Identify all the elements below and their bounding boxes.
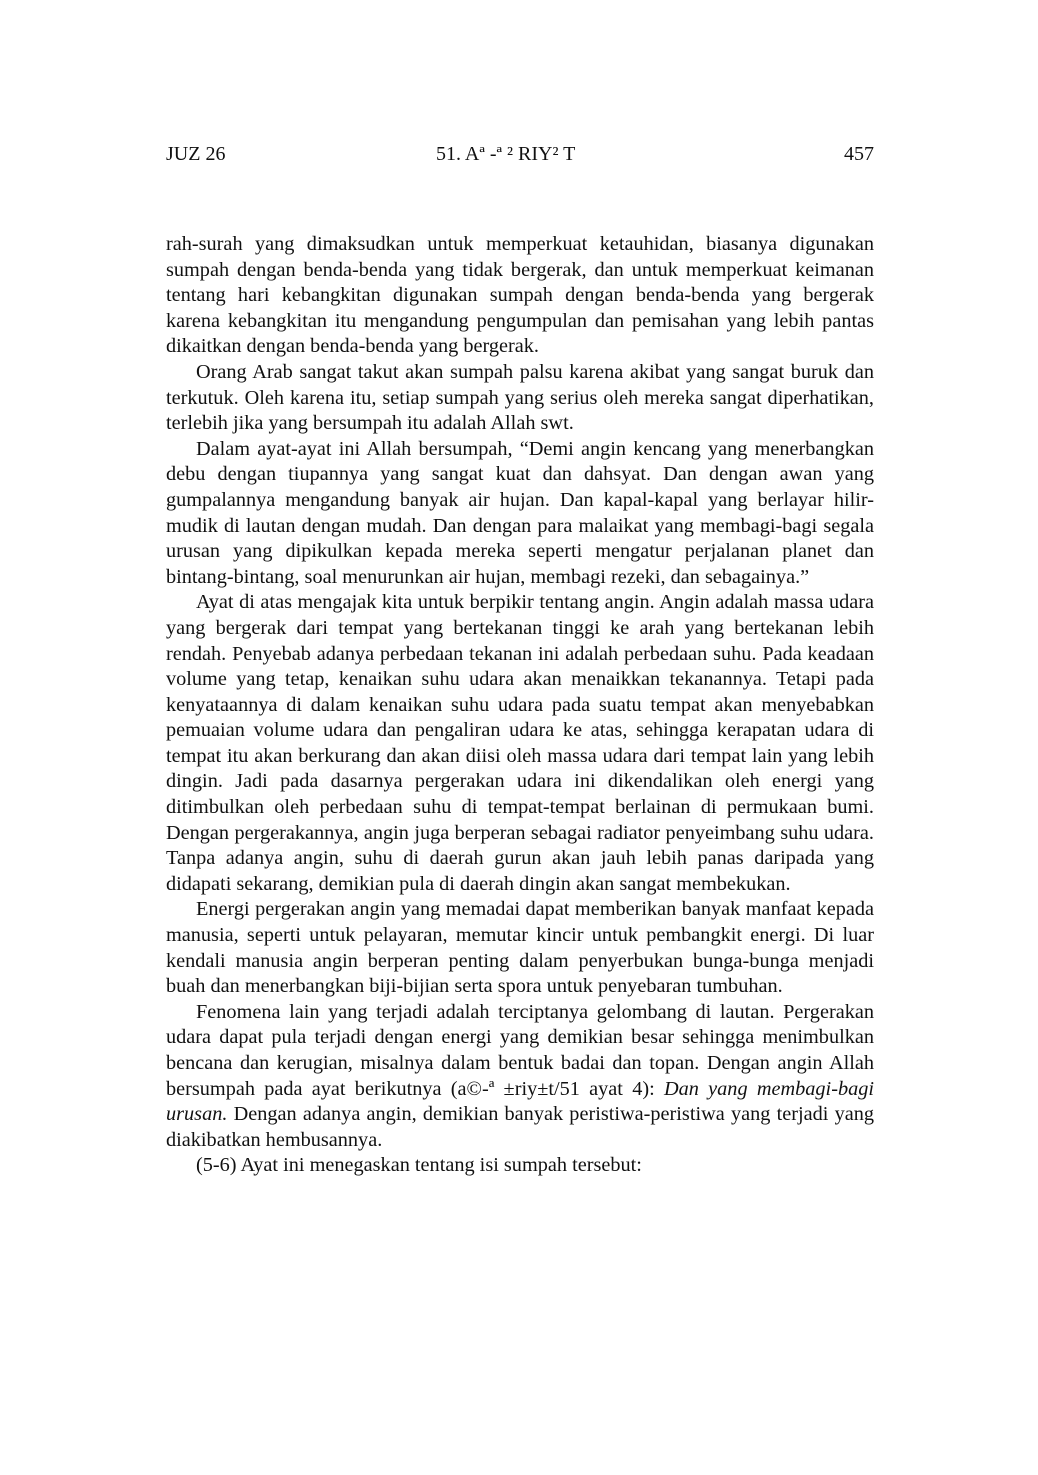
body-text xyxy=(166,232,874,1179)
paragraph-wind-energy: Energi pergerakan angin yang memadai dapat memberikan banyak manfaat kepada manusia, seperti untuk pelayaran, memutar kincir untuk pembangkit energi. Di luar kendali manusia angin berperan penting dalam penyerbukan bunga-bunga menjadi buah dan menerbangkan biji-bijian serta spora untuk penyebaran tumbuhan. xyxy=(166,898,874,998)
juz-label: JUZ 26 xyxy=(166,143,226,165)
surah-title: 51. Aª -ª ² RIY² T xyxy=(436,143,576,165)
paragraph-wind-phenomena xyxy=(166,1000,874,1154)
phenomena-text-after: Dengan adanya angin, demikian banyak peristiwa-peristiwa yang terjadi yang diakibatkan hembusannya. xyxy=(166,1103,874,1151)
page-header xyxy=(166,143,874,173)
verse-quote-italic: Dan yang membagi-bagi urusan. xyxy=(166,1077,875,1126)
paragraph-continuation: rah-surah yang dimaksudkan untuk memperkuat ketauhidan, biasanya digunakan sumpah dengan benda-benda yang tidak bergerak, dan untuk memperkuat keimanan tentang hari kebangkitan digunakan sumpah dengan benda-benda yang bergerak karena kebangkitan itu mengandung pengumpulan dan pemisahan yang lebih pantas dikaitkan dengan benda-benda yang bergerak. xyxy=(166,233,874,358)
paragraph-arab-oath: Orang Arab sangat takut akan sumpah palsu karena akibat yang sangat buruk dan terkutuk. Oleh karena itu, setiap sumpah yang serius oleh mereka sangat diperhatikan, terlebih jika yang bersumpah itu adalah Allah swt. xyxy=(166,360,874,435)
paragraph-verse-meaning: Dalam ayat-ayat ini Allah bersumpah, “Demi angin kencang yang menerbangkan debu dengan tiupannya yang sangat kuat dan dahsyat. Dan dengan awan yang gumpalannya mengandung banyak air hujan. Dan kapal-kapal yang berlayar hilir-mudik di lautan dengan mudah. Dan dengan para malaikat yang membagi-bagi segala urusan yang dipikulkan kepada mereka seperti mengatur perjalanan planet dan bintang-bintang, soal menurunkan air hujan, membagi rezeki, dan sebagainya.” xyxy=(166,437,874,588)
paragraph-wind-science: Ayat di atas mengajak kita untuk berpikir tentang angin. Angin adalah massa udara yang bergerak dari tempat yang bertekanan tinggi ke arah yang bertekanan lebih rendah. Penyebab adanya perbedaan tekanan ini adalah perbedaan suhu. Pada keadaan volume yang tetap, kenaikan suhu udara akan menaikkan tekanannya. Tetapi pada kenyataannya di dalam kenaikan suhu udara pada suatu tempat akan menyebabkan pemuaian volume udara dan pengaliran udara ke atas, sehingga kerapatan udara di tempat itu akan berkurang dan akan diisi oleh massa udara dari tempat lain yang lebih dingin. Jadi pada dasarnya pergerakan udara ini dikendalikan oleh energi yang ditimbulkan oleh perbedaan suhu di tempat-tempat berlainan di permukaan bumi. Dengan pergerakannya, angin juga berperan sebagai radiator penyeimbang suhu udara. Tanpa adanya angin, suhu di daerah gurun akan jauh lebih panas daripada yang didapati sekarang, demikian pula di daerah dingin akan sangat membekukan. xyxy=(166,591,874,895)
paragraph-verse-5-6: (5-6) Ayat ini menegaskan tentang isi sumpah tersebut: xyxy=(196,1154,642,1177)
page-number: 457 xyxy=(844,143,874,165)
phenomena-text-before: Fenomena lain yang terjadi adalah terciptanya gelombang di lautan. Pergerakan udara dapat pula terjadi dengan energi yang demikian besar sehingga menimbulkan bencana dan kerugian, misalnya dalam bentuk badai dan topan. Dengan angin Allah bersumpah pada ayat berikutnya (a©-ª ±riy±t/51 ayat 4): xyxy=(166,1000,874,1100)
